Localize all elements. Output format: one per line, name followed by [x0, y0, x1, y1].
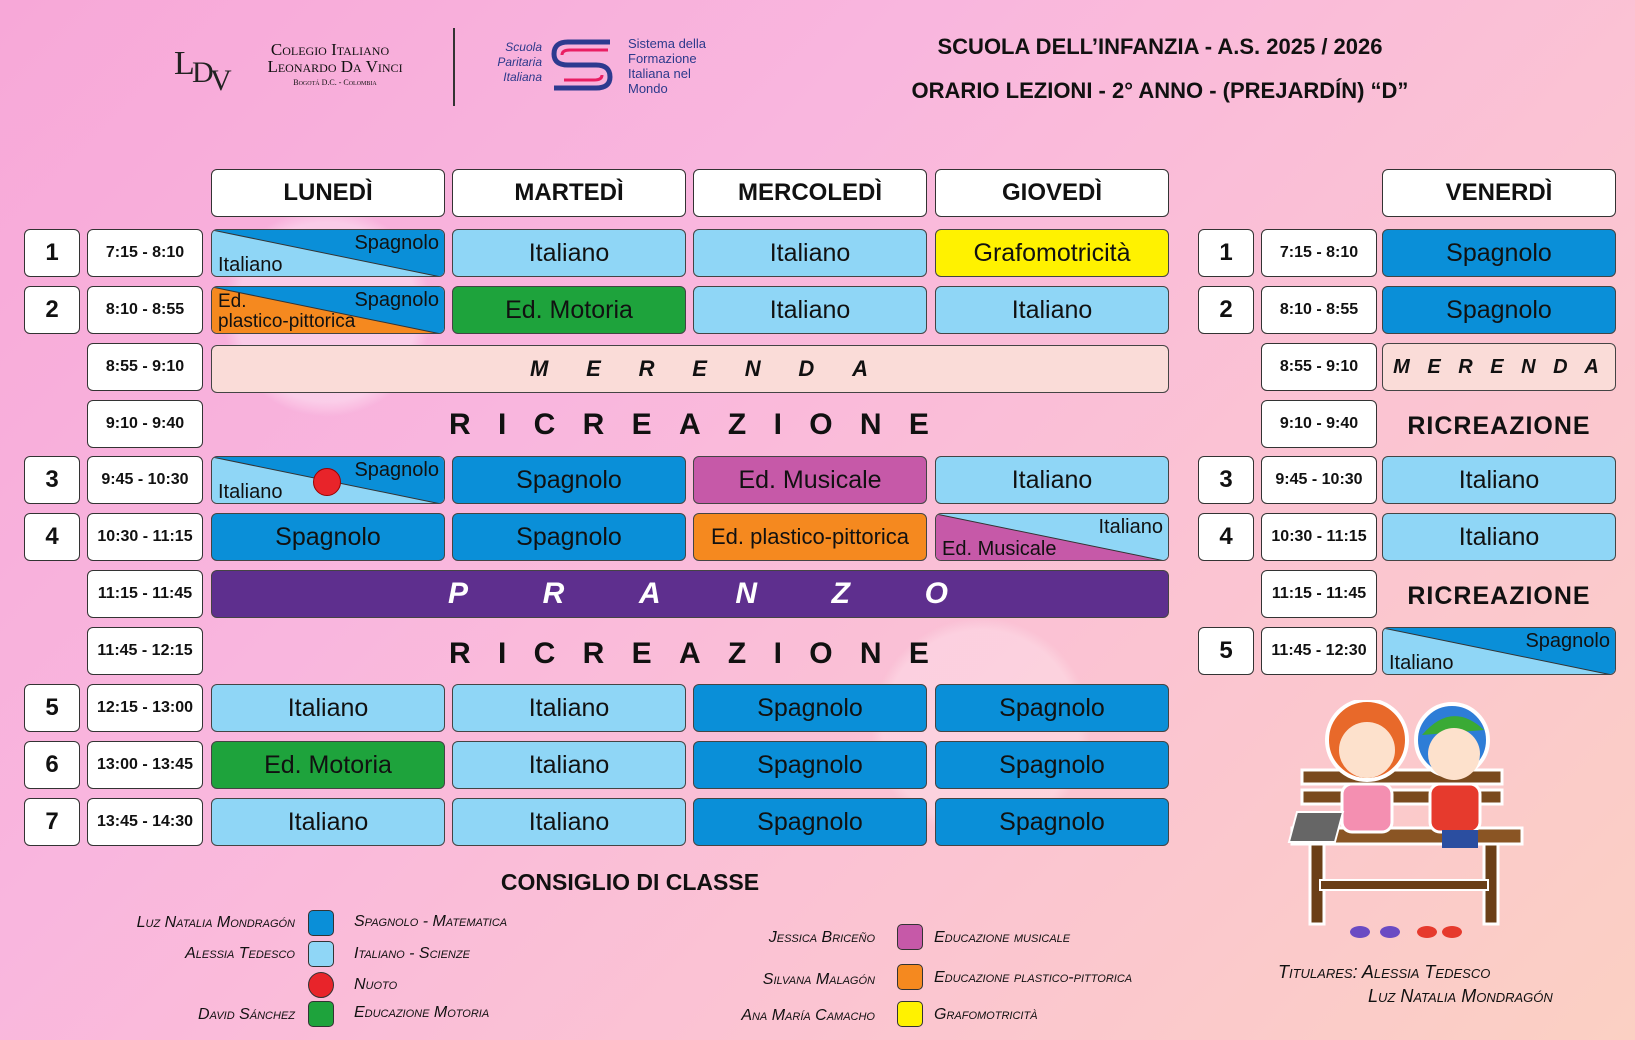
- legend-swatch-musicale: [897, 924, 923, 950]
- ricreazione-letter: E: [908, 637, 929, 670]
- legend-label: Nuoto: [354, 976, 398, 993]
- legend-label: Educazione plastico-pittorica: [934, 969, 1133, 986]
- lesson-cell: Italiano: [452, 798, 686, 846]
- ricreazione-letter: O: [809, 637, 833, 670]
- teacher-name: Luz Natalia Mondragón: [136, 914, 295, 931]
- lesson-cell: Italiano: [211, 684, 445, 732]
- ricreazione-letter: C: [533, 408, 556, 441]
- sistema-text: [628, 36, 728, 96]
- header-divider: [453, 28, 455, 106]
- legend-label: Grafomotricità: [934, 1006, 1038, 1023]
- ricreazione-letter: I: [773, 637, 782, 670]
- day-header-monday: LUNEDÌ: [211, 169, 445, 217]
- period-time: 10:30 - 11:15: [87, 513, 203, 561]
- merenda-bar: [211, 345, 1169, 393]
- split-bottom-subject: Italiano: [218, 254, 283, 276]
- period-time: 13:00 - 13:45: [87, 741, 203, 789]
- ricreazione-letter: R: [449, 408, 471, 441]
- merenda-letter: A: [852, 356, 868, 381]
- ricreazione-letter: A: [678, 408, 701, 441]
- merenda-letter: D: [798, 356, 815, 381]
- friday-ricreazione: RICREAZIONE: [1407, 412, 1591, 440]
- school-name-line1: Colegio Italiano: [270, 40, 390, 59]
- lesson-cell: Italiano: [693, 229, 927, 277]
- legend-label: Spagnolo - Matematica: [354, 913, 508, 930]
- ricreazione-letter: R: [582, 408, 605, 441]
- titulares-line1: Titulares: Alessia Tedesco: [1278, 962, 1491, 982]
- scuola-paritaria-line: Italiana: [503, 70, 542, 84]
- period-time: 7:15 - 8:10: [87, 229, 203, 277]
- period-number: 1: [1198, 229, 1254, 277]
- legend-label: Educazione musicale: [934, 929, 1071, 946]
- sistema-line: Mondo: [628, 81, 668, 96]
- ricreazione-letter: N: [859, 408, 882, 441]
- teacher-name: David Sánchez: [198, 1006, 295, 1023]
- pranzo-letter: Z: [831, 577, 850, 610]
- day-header-tuesday: MARTEDÌ: [452, 169, 686, 217]
- teacher-name: Alessia Tedesco: [185, 945, 295, 962]
- lesson-cell: Spagnolo: [935, 741, 1169, 789]
- lesson-split-cell: [211, 456, 445, 504]
- svg-text:D: D: [192, 56, 214, 89]
- ricreazione-banner: [449, 637, 929, 671]
- split-top-subject: Spagnolo: [354, 232, 439, 254]
- ricreazione-letter: Z: [727, 637, 747, 670]
- ricreazione-letter: Z: [727, 408, 747, 441]
- split-top-subject: Spagnolo: [1525, 630, 1610, 652]
- sistema-line: Formazione: [628, 51, 697, 66]
- lesson-cell: Ed. plastico-pittorica: [693, 513, 927, 561]
- merenda-letter: R: [638, 356, 655, 381]
- period-number: 5: [1198, 627, 1254, 675]
- split-bottom-subject: Ed. Musicale: [942, 538, 1057, 560]
- page-subtitle: ORARIO LEZIONI - 2° ANNO - (PREJARDÍN) “D”: [911, 78, 1409, 103]
- scuola-paritaria-line: Scuola: [505, 40, 542, 54]
- lesson-cell: Spagnolo: [935, 684, 1169, 732]
- period-time: 9:10 - 9:40: [1261, 400, 1377, 448]
- lesson-cell: Italiano: [935, 456, 1169, 504]
- ricreazione-letter: C: [533, 637, 556, 670]
- period-time: 9:10 - 9:40: [87, 400, 203, 448]
- period-time: 12:15 - 13:00: [87, 684, 203, 732]
- day-header-wednesday: MERCOLEDÌ: [693, 169, 927, 217]
- day-header-thursday: GIOVEDÌ: [935, 169, 1169, 217]
- lesson-cell: Italiano: [1382, 456, 1616, 504]
- lesson-cell: Italiano: [693, 286, 927, 334]
- ricreazione-letter: R: [582, 637, 605, 670]
- lesson-cell: Spagnolo: [452, 456, 686, 504]
- merenda-letter: E: [692, 356, 707, 381]
- teacher-name: Ana María Camacho: [741, 1007, 875, 1024]
- sistema-logo-icon: [548, 36, 618, 94]
- period-time: 11:15 - 11:45: [1261, 570, 1377, 618]
- period-number: 3: [24, 456, 80, 504]
- legend-swatch-grafomotricita: [897, 1001, 923, 1027]
- nuoto-dot-icon: [313, 468, 341, 496]
- lesson-cell: Spagnolo: [211, 513, 445, 561]
- period-number: 2: [1198, 286, 1254, 334]
- legend-swatch-spagnolo: [308, 910, 334, 936]
- scuola-paritaria-text: [480, 40, 542, 85]
- friday-ricreazione: RICREAZIONE: [1407, 582, 1591, 610]
- lesson-cell: Italiano: [452, 684, 686, 732]
- pranzo-letter: O: [924, 577, 948, 610]
- sistema-line: Sistema della: [628, 36, 707, 51]
- split-top-subject: Spagnolo: [354, 459, 439, 481]
- pranzo-letter: R: [542, 577, 565, 610]
- period-time: 11:15 - 11:45: [87, 570, 203, 618]
- lesson-cell: Spagnolo: [693, 741, 927, 789]
- lesson-cell: Grafomotricità: [935, 229, 1169, 277]
- lesson-cell: Spagnolo: [693, 798, 927, 846]
- legend-swatch-nuoto: [308, 972, 334, 998]
- ricreazione-letter: I: [773, 408, 782, 441]
- legend-label: Italiano - Scienze: [354, 945, 470, 962]
- period-time: 9:45 - 10:30: [1261, 456, 1377, 504]
- lesson-split-cell: [1382, 627, 1616, 675]
- period-time: 13:45 - 14:30: [87, 798, 203, 846]
- legend-swatch-plastico: [897, 964, 923, 990]
- ricreazione-letter: O: [809, 408, 833, 441]
- split-top-subject: Italiano: [1098, 516, 1163, 538]
- split-top-subject: Spagnolo: [354, 289, 439, 311]
- period-number: 6: [24, 741, 80, 789]
- pranzo-letter: A: [639, 577, 661, 610]
- period-number: 2: [24, 286, 80, 334]
- period-time: 8:10 - 8:55: [1261, 286, 1377, 334]
- lesson-cell: Ed. Motoria: [452, 286, 686, 334]
- lesson-split-cell: [935, 513, 1169, 561]
- lesson-cell: Spagnolo: [452, 513, 686, 561]
- lesson-split-cell: [211, 229, 445, 277]
- titulares-line2: Luz Natalia Mondragón: [1368, 986, 1553, 1006]
- period-number: 4: [24, 513, 80, 561]
- period-number: 5: [24, 684, 80, 732]
- school-logo: [172, 38, 242, 94]
- lesson-cell: Spagnolo: [935, 798, 1169, 846]
- period-time: 11:45 - 12:30: [1261, 627, 1377, 675]
- ricreazione-letter: E: [631, 637, 652, 670]
- pranzo-letter: N: [735, 577, 757, 610]
- lesson-cell: Italiano: [1382, 513, 1616, 561]
- ricreazione-banner: [449, 408, 929, 442]
- period-time: 8:55 - 9:10: [1261, 343, 1377, 391]
- school-name-line2: Leonardo Da Vinci: [267, 57, 403, 76]
- period-time: 7:15 - 8:10: [1261, 229, 1377, 277]
- lesson-cell: Italiano: [935, 286, 1169, 334]
- pranzo-bar: [211, 570, 1169, 618]
- teacher-name: Silvana Malagón: [762, 971, 875, 988]
- legend-label: Educazione Motoria: [354, 1004, 490, 1021]
- lesson-cell: Spagnolo: [1382, 286, 1616, 334]
- ricreazione-letter: E: [908, 408, 929, 441]
- period-number: 7: [24, 798, 80, 846]
- scuola-paritaria-line: Paritaria: [497, 55, 542, 69]
- teacher-name: Jessica Briceño: [768, 929, 875, 946]
- lesson-cell: Ed. Motoria: [211, 741, 445, 789]
- lesson-cell: Italiano: [211, 798, 445, 846]
- split-bottom-subject: Italiano: [218, 481, 283, 503]
- period-time: 8:10 - 8:55: [87, 286, 203, 334]
- period-number: 1: [24, 229, 80, 277]
- legend-swatch-italiano: [308, 941, 334, 967]
- ricreazione-letter: R: [449, 637, 471, 670]
- sistema-line: Italiana nel: [628, 66, 691, 81]
- page-title: SCUOLA DELL’INFANZIA - A.S. 2025 / 2026: [937, 34, 1383, 59]
- school-location: Bogotá D.C. - Colombia: [293, 78, 377, 87]
- day-header-friday: VENERDÌ: [1382, 169, 1616, 217]
- ricreazione-letter: N: [859, 637, 882, 670]
- svg-text:L: L: [174, 45, 195, 82]
- merenda-letter: N: [744, 356, 761, 381]
- split-bottom-subject: Ed. plastico-pittorica: [218, 291, 356, 332]
- legend-swatch-motoria: [308, 1001, 334, 1027]
- lesson-cell: Italiano: [452, 741, 686, 789]
- merenda-letter: M: [530, 356, 549, 381]
- lesson-cell: Italiano: [452, 229, 686, 277]
- pranzo-letter: P: [448, 577, 469, 610]
- consiglio-title: CONSIGLIO DI CLASSE: [500, 869, 760, 895]
- period-number: 4: [1198, 513, 1254, 561]
- split-bottom-subject: Italiano: [1389, 652, 1454, 674]
- ricreazione-letter: I: [497, 408, 507, 441]
- friday-merenda-bar: M E R E N D A: [1382, 343, 1616, 391]
- lesson-cell: Spagnolo: [693, 684, 927, 732]
- ricreazione-letter: E: [631, 408, 652, 441]
- lesson-split-cell: [211, 286, 445, 334]
- lesson-cell: Spagnolo: [1382, 229, 1616, 277]
- ricreazione-letter: I: [497, 637, 507, 670]
- period-time: 8:55 - 9:10: [87, 343, 203, 391]
- children-bench-illustration: [1262, 700, 1552, 940]
- period-time: 10:30 - 11:15: [1261, 513, 1377, 561]
- merenda-letter: E: [586, 356, 601, 381]
- svg-text:V: V: [210, 64, 232, 94]
- ricreazione-letter: A: [678, 637, 701, 670]
- lesson-cell: Ed. Musicale: [693, 456, 927, 504]
- period-time: 11:45 - 12:15: [87, 627, 203, 675]
- period-number: 3: [1198, 456, 1254, 504]
- period-time: 9:45 - 10:30: [87, 456, 203, 504]
